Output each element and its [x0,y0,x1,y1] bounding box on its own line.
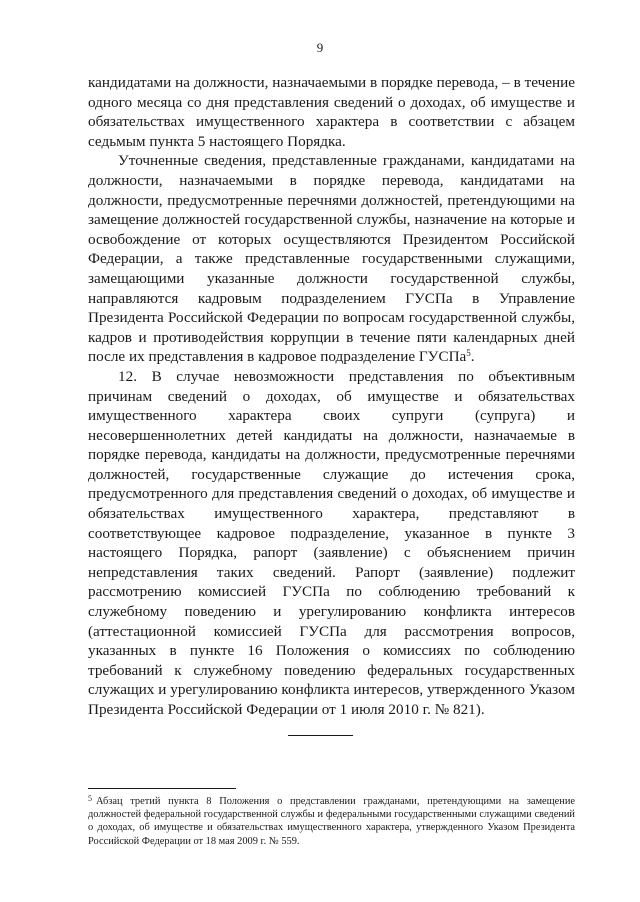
paragraph-item-12: 12. В случае невозможности представления по объективным причинам сведений о доходах, об имуществе и обязательствах имущественного характера своих супруги (супруга) и несовершеннолетних детей кандидаты на должности, назначаемые в порядке перевода, кандидаты на должности, предусмотренные перечнями должностей, государственные служащие до истечения срока, предусмотренного для представления сведений о доходах, об имуществе и обязательствах имущественного характера, представляют в соответствующее кадровое подразделение, указанное в пункте 3 настоящего Порядка, рапорт (заявление) с объяснением причин непредставления таких сведений. Рапорт (заявление) подлежит рассмотрению комиссией ГУСПа по соблюдению требований к служебному поведению и урегулированию конфликта интересов (аттестационной комиссией ГУСПа для рассмотрения вопросов, указанных в пункте 16 Положения о комиссиях по соблюдению требований к служебному поведению федеральных государственных служащих и урегулированию конфликта интересов, утвержденного Указом Президента Российской Федерации от 1 июля 2010 г. № 821). [88,367,575,718]
paragraph-continuation: кандидатами на должности, назначаемыми в порядке перевода, – в течение одного месяца со дня представления сведений о доходах, об имуществе и обязательствах имущественного характера в соответствии с абзацем седьмым пункта 5 настоящего Порядка. [88,74,575,150]
paragraph-refined-info [88,151,575,367]
document-body [88,73,575,720]
footnote-mark: 5 [88,794,92,803]
paragraph-text: Уточненные сведения, представленные гражданами, кандидатами на должности, назначаемыми в порядке перевода, кандидатами на должности, предусмотренные перечнями должностей, претендующими на замещение должностей государственной службы, назначение на которые и освобождение от которых осуществляются Президентом Российской Федерации, а также представленные государственными служащими, замещающими указанные должности государственной службы, направляются кадровым подразделением ГУСПа в Управление Президента Российской Федерации по вопросам государственной службы, кадров и противодействия коррупции в течение пяти календарных дней после их представления в кадровое подразделение ГУСПа [88,152,575,366]
paragraph-tail: . [470,348,475,366]
page-number: 9 [316,40,324,55]
footnote-separator [88,788,236,789]
footnote-text: Абзац третий пункта 8 Положения о представлении гражданами, претендующими на замещение должностей федеральной государственной службы и федеральными государственными служащими сведений о доходах, об имуществе и обязательствах имущественного характера, утвержденного Указом Президента Российской Федерации от 18 мая 2009 г. № 559. [88,796,575,847]
footnote-reference[interactable]: 5 [466,348,471,359]
footnote [88,795,575,848]
end-of-text-rule [288,735,353,736]
